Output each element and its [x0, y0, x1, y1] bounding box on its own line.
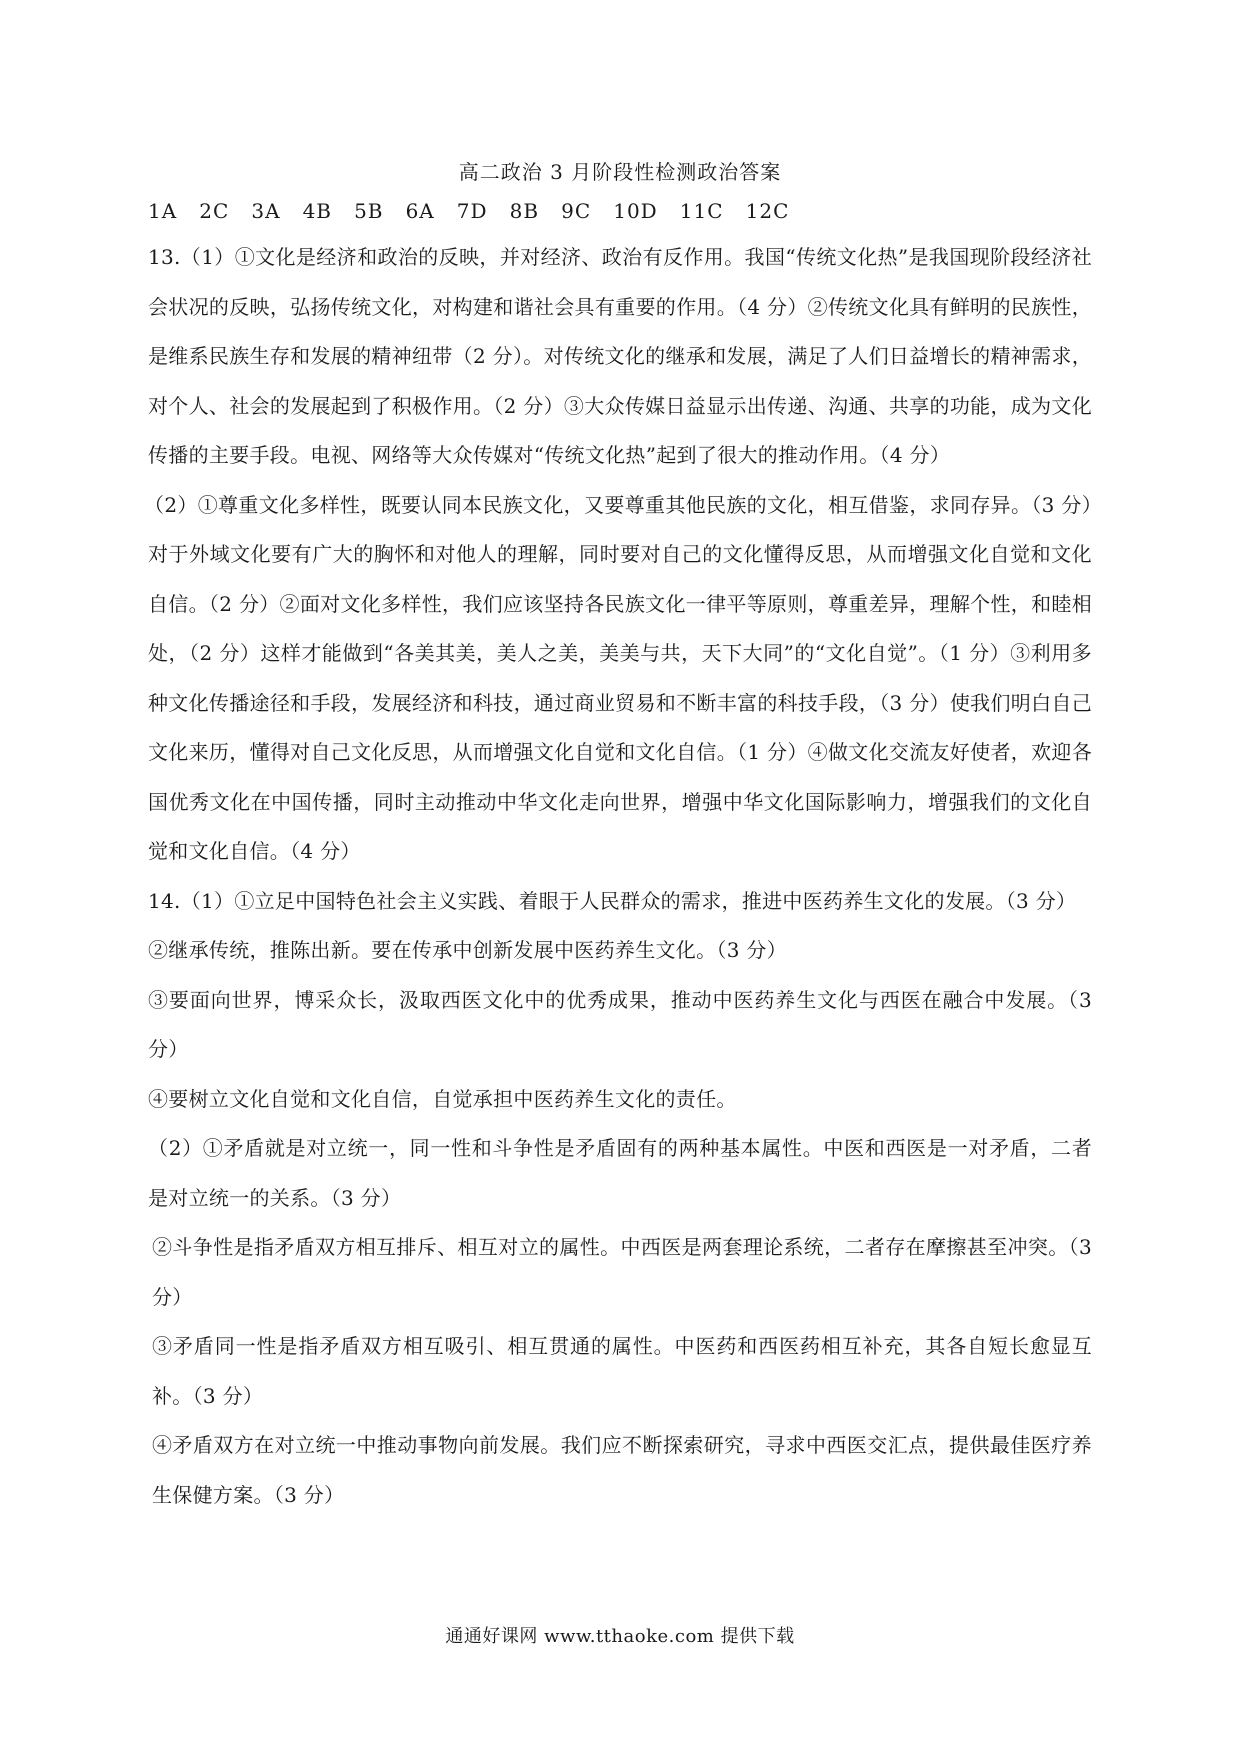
paragraph-q14-part1-item1: 14.（1）①立足中国特色社会主义实践、着眼于人民群众的需求，推进中医药养生文化的发展。（3 分）	[148, 888, 1077, 913]
paragraph-q13-part1: 13.（1）①文化是经济和政治的反映，并对经济、政治有反作用。我国“传统文化热”是我国现阶段经济社会状况的反映，弘扬传统文化，对构建和谐社会具有重要的作用。（4 分）②传统文化具有鲜明的民族性，是维系民族生存和发展的精神纽带（2 分）。对传统文化的继承和发展，满足了人们日益增长的精神需求，对个人、社会的发展起到了积极作用。（2 分）③大众传媒日益显示出传递、沟通、共享的功能，成为文化传播的主要手段。电视、网络等大众传媒对“传统文化热”起到了很大的推动作用。（4 分）	[148, 245, 1092, 467]
page-footer: 通通好课网 www.tthaoke.com 提供下载	[445, 1626, 795, 1647]
document-body	[144, 156, 1092, 1520]
document-title: 高二政治 3 月阶段性检测政治答案	[458, 160, 782, 184]
paragraph-q14-part1-item3: ③要面向世界，博采众长，汲取西医文化中的优秀成果，推动中医药养生文化与西医在融合中发展。（3 分）	[148, 987, 1092, 1061]
choice-answers: 1A 2C 3A 4B 5B 6A 7D 8B 9C 10D 11C 12C	[148, 199, 790, 223]
paragraph-q14-part1-item4: ④要树立文化自觉和文化自信，自觉承担中医药养生文化的责任。	[148, 1086, 737, 1111]
paragraph-q14-part2-item1: （2）①矛盾就是对立统一，同一性和斗争性是矛盾固有的两种基本属性。中医和西医是一对矛盾，二者是对立统一的关系。（3 分）	[148, 1136, 1092, 1210]
paragraph-q14-part2-item3: ③矛盾同一性是指矛盾双方相互吸引、相互贯通的属性。中医药和西医药相互补充，其各自短长愈显互补。（3 分）	[152, 1334, 1092, 1408]
paragraph-q13-part2: （2）①尊重文化多样性，既要认同本民族文化，又要尊重其他民族的文化，相互借鉴，求同存异。（3 分）对于外域文化要有广大的胸怀和对他人的理解，同时要对自己的文化懂得反思，从而增强文化自觉和文化自信。（2 分）②面对文化多样性，我们应该坚持各民族文化一律平等原则，尊重差异，理解个性，和睦相处，（2 分）这样才能做到“各美其美，美人之美，美美与共，天下大同”的“文化自觉”。（1 分）③利用多种文化传播途径和手段，发展经济和科技，通过商业贸易和不断丰富的科技手段，（3 分）使我们明白自己文化来历，懂得对自己文化反思，从而增强文化自觉和文化自信。（1 分）④做文化交流友好使者，欢迎各国优秀文化在中国传播，同时主动推动中华文化走向世界，增强中华文化国际影响力，增强我们的文化自觉和文化自信。（4 分）	[144, 492, 1092, 863]
paragraph-q14-part1-item2: ②继承传统，推陈出新。要在传承中创新发展中医药养生文化。（3 分）	[148, 938, 787, 962]
paragraph-q14-part2-item4: ④矛盾双方在对立统一中推动事物向前发展。我们应不断探索研究，寻求中西医交汇点，提供最佳医疗养生保健方案。（3 分）	[152, 1433, 1092, 1507]
paragraph-q14-part2-item2: ②斗争性是指矛盾双方相互排斥、相互对立的属性。中西医是两套理论系统，二者存在摩擦甚至冲突。（3 分）	[152, 1235, 1092, 1309]
